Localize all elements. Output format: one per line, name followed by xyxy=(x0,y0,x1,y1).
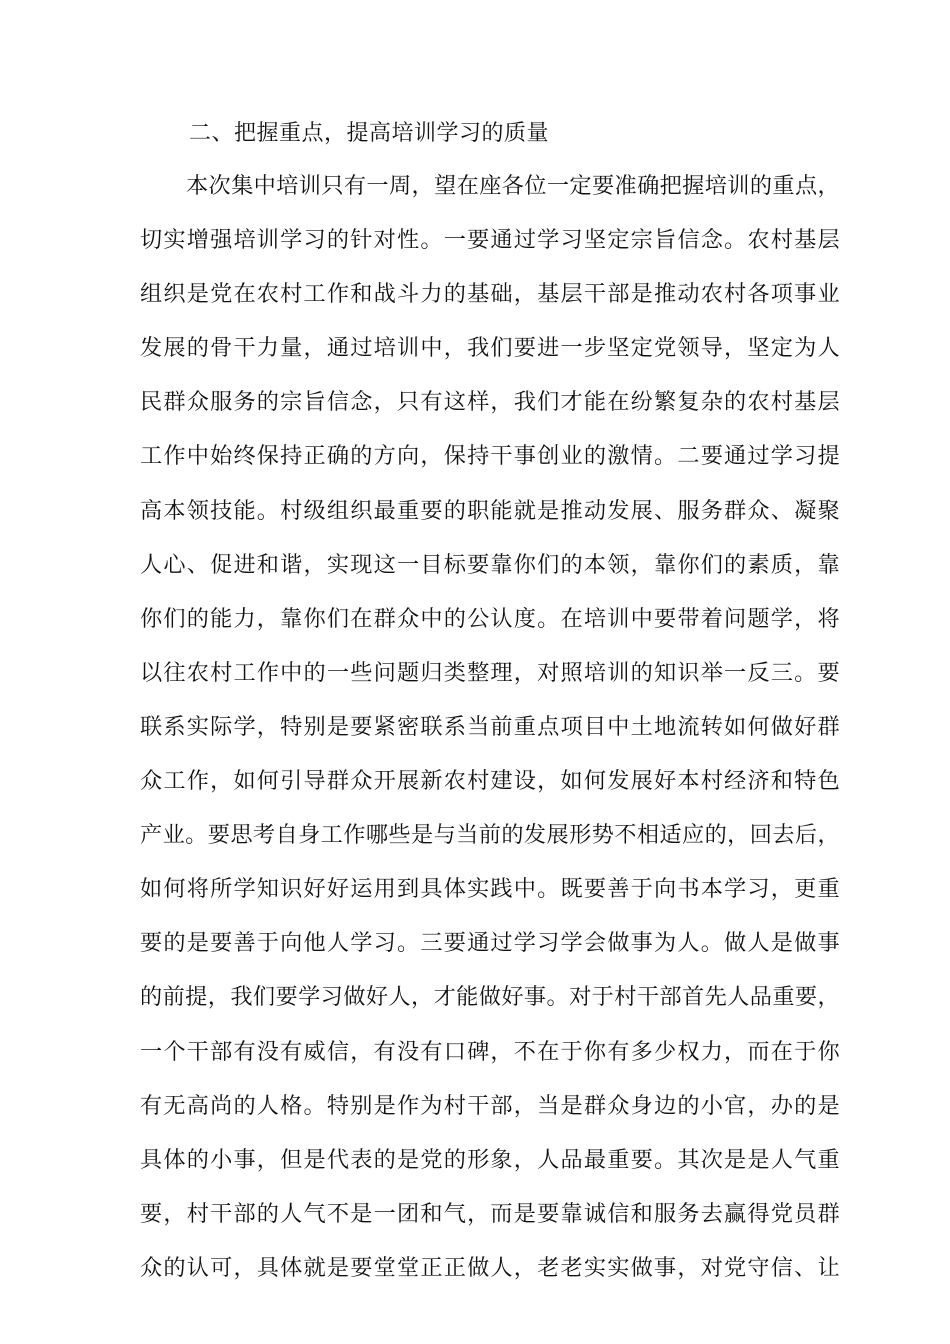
paragraph-line: 众工作，如何引导群众开展新农村建设，如何发展好本村经济和特色 xyxy=(140,768,840,795)
paragraph-line: 你们的能力，靠你们在群众中的公认度。在培训中要带着问题学，将 xyxy=(140,605,840,632)
paragraph-line: 本次集中培训只有一周，望在座各位一定要准确把握培训的重点， xyxy=(186,173,840,199)
paragraph-line: 如何将所学知识好好运用到具体实践中。既要善于向书本学习，更重 xyxy=(140,876,840,903)
paragraph-line: 有无高尚的人格。特别是作为村干部，当是群众身边的小官，办的是 xyxy=(140,1092,840,1119)
body-paragraph xyxy=(140,159,840,1295)
paragraph-line: 组织是党在农村工作和战斗力的基础，基层干部是推动农村各项事业 xyxy=(140,281,840,308)
paragraph-line: 众的认可，具体就是要堂堂正正做人，老老实实做事，对党守信、让 xyxy=(140,1254,840,1281)
paragraph-line: 的前提，我们要学习做好人，才能做好事。对于村干部首先人品重要， xyxy=(140,984,840,1011)
paragraph-line: 产业。要思考自身工作哪些是与当前的发展形势不相适应的，回去后， xyxy=(140,822,840,849)
paragraph-line: 发展的骨干力量，通过培训中，我们要进一步坚定党领导，坚定为人 xyxy=(140,335,840,362)
paragraph-line: 具体的小事，但是代表的是党的形象，人品最重要。其次是是人气重 xyxy=(140,1146,840,1173)
paragraph-line: 一个干部有没有威信，有没有口碑，不在于你有多少权力，而在于你 xyxy=(140,1038,840,1065)
paragraph-line: 民群众服务的宗旨信念，只有这样，我们才能在纷繁复杂的农村基层 xyxy=(140,389,840,416)
section-heading: 二、把握重点，提高培训学习的质量 xyxy=(189,121,550,146)
paragraph-line: 人心、促进和谐，实现这一目标要靠你们的本领，靠你们的素质，靠 xyxy=(140,551,840,578)
paragraph-line: 高本领技能。村级组织最重要的职能就是推动发展、服务群众、凝聚 xyxy=(140,497,840,524)
paragraph-line: 联系实际学，特别是要紧密联系当前重点项目中土地流转如何做好群 xyxy=(140,713,840,740)
paragraph-line: 工作中始终保持正确的方向，保持干事创业的激情。二要通过学习提 xyxy=(140,443,840,470)
paragraph-line: 切实增强培训学习的针对性。一要通过学习坚定宗旨信念。农村基层 xyxy=(140,227,840,254)
paragraph-line: 要，村干部的人气不是一团和气，而是要靠诚信和服务去赢得党员群 xyxy=(140,1200,840,1227)
paragraph-line: 要的是要善于向他人学习。三要通过学习学会做事为人。做人是做事 xyxy=(140,930,840,957)
paragraph-line: 以往农村工作中的一些问题归类整理，对照培训的知识举一反三。要 xyxy=(140,659,840,686)
